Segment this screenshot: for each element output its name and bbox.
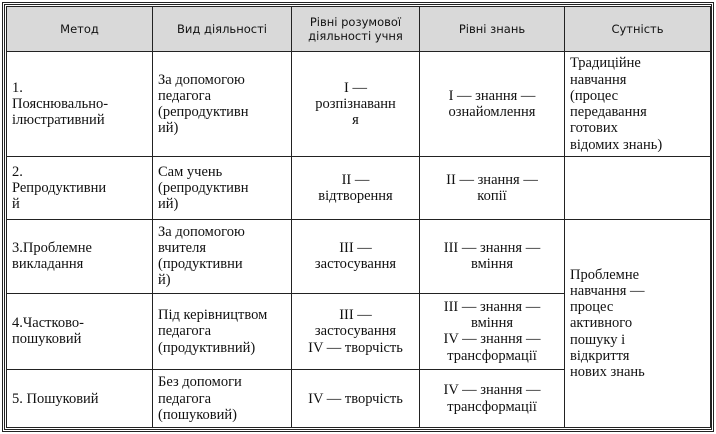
method-cell: 1. Пояснювально- ілюстративний [7, 52, 153, 157]
activity-cell: Без допомоги педагога (пошуковий) [153, 370, 292, 428]
essence-traditional-cell: Традиційне навчання (процес передавання готових відомих знань) [565, 52, 711, 157]
table-row [7, 157, 711, 220]
table-row [7, 52, 711, 157]
table-row [7, 219, 711, 293]
header-knowledge-levels: Рівні знань [420, 7, 565, 52]
header-thinking-levels: Рівні розумової діяльності учня [292, 7, 420, 52]
thinking-level-cell: III — застосування [292, 219, 420, 293]
thinking-level-cell: IV — творчість [292, 370, 420, 428]
thinking-level-cell: II — відтворення [292, 157, 420, 220]
header-method: Метод [7, 7, 153, 52]
teaching-methods-table [6, 6, 711, 428]
method-cell: 4.Частково- пошуковий [7, 293, 153, 370]
method-cell: 5. Пошуковий [7, 370, 153, 428]
activity-cell: За допомогою вчителя (продуктивни й) [153, 219, 292, 293]
knowledge-level-cell: І — знання — ознайомлення [420, 52, 565, 157]
activity-cell: За допомогою педагога (репродуктивн ий) [153, 52, 292, 157]
essence-empty-cell [565, 157, 711, 220]
thinking-level-cell: III — застосування IV — творчість [292, 293, 420, 370]
header-essence: Сутність [565, 7, 711, 52]
essence-problem-cell: Проблемне навчання — процес активного пошуку і відкриття нових знань [565, 219, 711, 427]
activity-cell: Сам учень (репродуктивн ий) [153, 157, 292, 220]
header-activity: Вид діяльності [153, 7, 292, 52]
knowledge-level-cell: III — знання — вміння IV — знання — трансформації [420, 293, 565, 370]
knowledge-level-cell: IV — знання — трансформації [420, 370, 565, 428]
knowledge-level-cell: ІІ — знання — копії [420, 157, 565, 220]
knowledge-level-cell: III — знання — вміння [420, 219, 565, 293]
thinking-level-cell: І — розпізнаванн я [292, 52, 420, 157]
header-row [7, 7, 711, 52]
activity-cell: Під керівництвом педагога (продуктивний) [153, 293, 292, 370]
method-cell: 2. Репродуктивни й [7, 157, 153, 220]
method-cell: 3.Проблемне викладання [7, 219, 153, 293]
